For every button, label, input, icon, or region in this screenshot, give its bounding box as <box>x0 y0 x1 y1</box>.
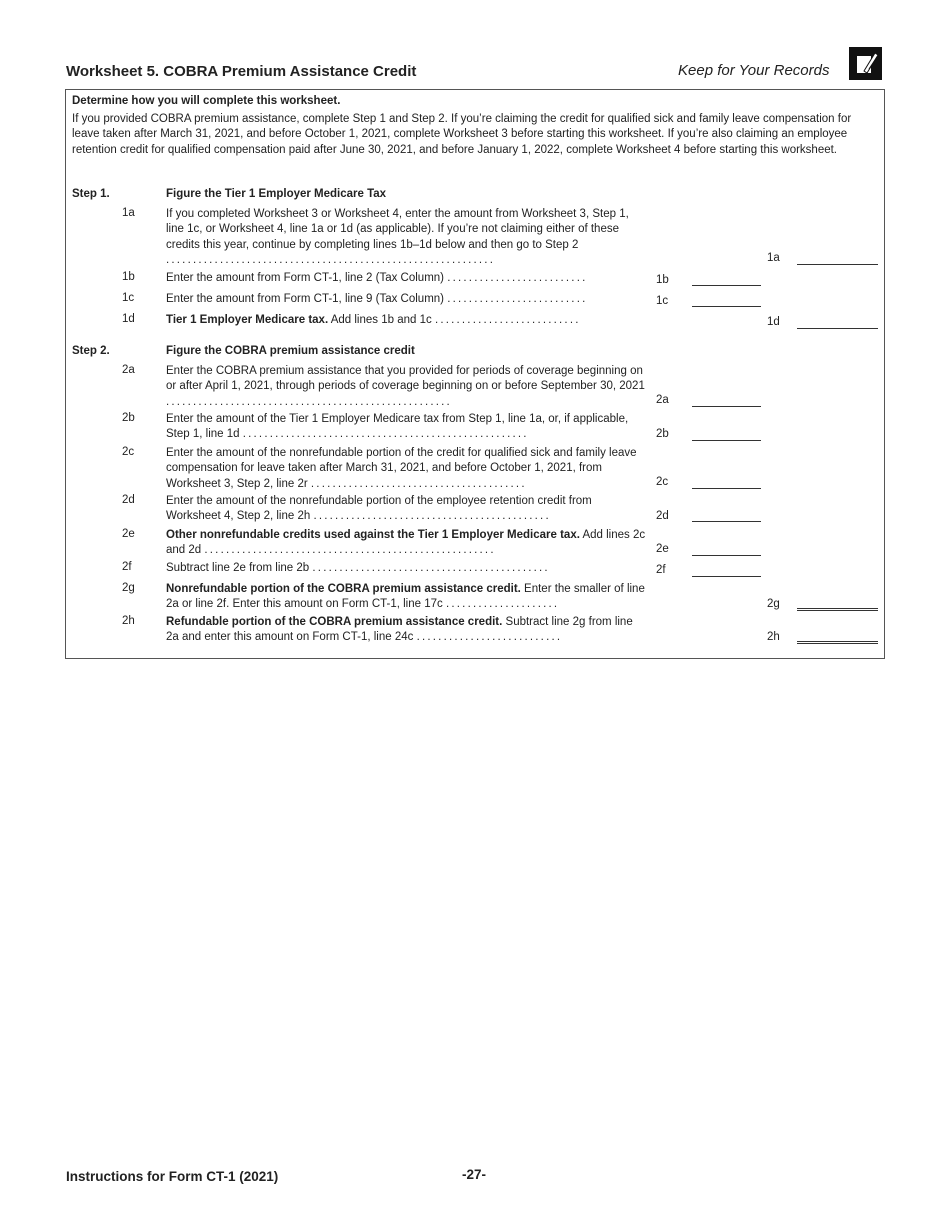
line-2h-bold: Refundable portion of the COBRA premium assistance credit. <box>166 616 503 628</box>
line-2h-text <box>166 615 648 646</box>
line-2e-desc: Add lines 2c and 2d <box>166 529 646 557</box>
line-2a-desc: Enter the COBRA premium assistance that you provided for periods of coverage beginning on or after April 1, 2021, through periods of coverage beginning on or before September 30, 2021 <box>166 365 645 393</box>
leader-dots: ...................................................... <box>204 544 496 557</box>
line-2f-entry[interactable] <box>692 576 761 577</box>
line-1d-entry[interactable] <box>797 328 878 329</box>
line-2b-entry[interactable] <box>692 440 761 441</box>
leader-dots: ........................................ <box>310 477 527 490</box>
line-2c-id: 2c <box>122 446 135 458</box>
line-2a-mid-label: 2a <box>656 394 669 406</box>
line-1c-entry[interactable] <box>692 306 761 307</box>
step2-label: Step 2. <box>72 345 110 357</box>
keep-for-records-label: Keep for Your Records <box>678 62 830 79</box>
line-2c-entry[interactable] <box>692 488 761 489</box>
line-2f-mid-label: 2f <box>656 564 666 576</box>
line-1b-id: 1b <box>122 271 135 283</box>
line-2g-bold: Nonrefundable portion of the COBRA premium assistance credit. <box>166 583 521 595</box>
leader-dots: ............................................ <box>312 562 550 574</box>
leader-dots: ............................................ <box>313 510 551 523</box>
line-1a-text <box>166 207 636 268</box>
line-2e-bold: Other nonrefundable credits used against the Tier 1 Employer Medicare tax. <box>166 529 580 541</box>
line-2b-mid-label: 2b <box>656 428 669 440</box>
footer-form-name: Instructions for Form CT-1 (2021) <box>66 1169 279 1184</box>
line-2a-entry[interactable] <box>692 406 761 407</box>
intro-heading: Determine how you will complete this worksheet. <box>72 95 341 107</box>
line-2f-text <box>166 561 648 576</box>
line-1c-text <box>166 292 648 307</box>
line-1d-bold: Tier 1 Employer Medicare tax. <box>166 314 329 326</box>
line-2d-desc: Enter the amount of the nonrefundable portion of the employee retention credit from Worksheet 4, Step 2, line 2h <box>166 495 592 523</box>
line-1d-text <box>166 313 648 328</box>
line-1a-desc: If you completed Worksheet 3 or Worksheet 4, enter the amount from Worksheet 3, Step 1, line 1c, or Worksheet 4, line 1a or 1d (as applicable). If you’re not claiming either of these credits this year, continue by completing lines 1b–1d below and then go to Step 2 <box>166 208 629 251</box>
line-1b-desc: Enter the amount from Form CT-1, line 2 (Tax Column) <box>166 272 445 284</box>
line-1c-mid-label: 1c <box>656 295 669 307</box>
line-2g-text <box>166 582 648 613</box>
step1-heading: Figure the Tier 1 Employer Medicare Tax <box>166 188 387 200</box>
line-1a-entry[interactable] <box>797 264 878 265</box>
line-2h-desc: Subtract line 2g from line 2a and enter this amount on Form CT-1, line 24c <box>166 616 633 644</box>
step1-label: Step 1. <box>72 188 110 200</box>
leader-dots: ............................................................. <box>166 253 496 266</box>
leader-dots: ..................................................... <box>242 428 529 441</box>
line-2c-mid-label: 2c <box>656 476 669 488</box>
intro-text: If you provided COBRA premium assistance, complete Step 1 and Step 2. If you’re claiming the credit for qualified sick and family leave compensation for leave taken after March 31, 2021, and before October 1, 2021, complete Worksheet 3 before starting this worksheet. If you’re also claiming an employee retention credit for qualified compensation paid after June 30, 2021, and before January 1, 2022, complete Worksheet 4 before starting this worksheet. <box>72 113 852 156</box>
line-2h-right-label: 2h <box>767 631 780 643</box>
line-2d-mid-label: 2d <box>656 510 669 522</box>
step2-heading: Figure the COBRA premium assistance credit <box>166 345 415 357</box>
line-2g-right-label: 2g <box>767 598 780 610</box>
line-1c-desc: Enter the amount from Form CT-1, line 9 (Tax Column) <box>166 293 445 305</box>
line-2e-mid-label: 2e <box>656 543 669 555</box>
leader-dots: .......................... <box>447 272 588 284</box>
leader-dots: ..................... <box>445 598 560 611</box>
line-2h-entry[interactable] <box>797 641 878 644</box>
line-2a-text <box>166 364 648 410</box>
line-2e-text <box>166 528 648 559</box>
line-1b-mid-label: 1b <box>656 274 669 286</box>
line-2f-id: 2f <box>122 561 132 573</box>
line-2c-text <box>166 446 648 492</box>
worksheet-title: Worksheet 5. COBRA Premium Assistance Credit <box>66 63 417 80</box>
line-1c-id: 1c <box>122 292 135 304</box>
line-2h-id: 2h <box>122 615 135 627</box>
leader-dots: ........................... <box>434 314 581 326</box>
line-2g-id: 2g <box>122 582 135 594</box>
line-1d-right-label: 1d <box>767 316 780 328</box>
line-2f-desc: Subtract line 2e from line 2b <box>166 562 310 574</box>
leader-dots: .......................... <box>447 293 588 305</box>
line-2c-desc: Enter the amount of the nonrefundable portion of the credit for qualified sick and family leave compensation for leave taken after March 31, 2021, and before October 1, 2021, from Worksheet 3, Step 2, line 2r <box>166 447 637 490</box>
line-2b-desc: Enter the amount of the Tier 1 Employer Medicare tax from Step 1, line 1a, or, if applicable, Step 1, line 1d <box>166 413 629 441</box>
line-2b-id: 2b <box>122 412 135 424</box>
line-2e-entry[interactable] <box>692 555 761 556</box>
leader-dots: ........................... <box>416 631 563 644</box>
line-2g-desc: Enter the smaller of line 2a or line 2f. Enter this amount on Form CT-1, line 17c <box>166 583 645 611</box>
line-1a-id: 1a <box>122 207 135 219</box>
page-number: -27- <box>462 1167 487 1182</box>
line-2d-id: 2d <box>122 494 135 506</box>
line-1d-desc: Add lines 1b and 1c <box>328 314 432 326</box>
line-1d-id: 1d <box>122 313 135 325</box>
leader-dots: ..................................................... <box>166 395 452 408</box>
line-1a-right-label: 1a <box>767 252 780 264</box>
line-1b-entry[interactable] <box>692 285 761 286</box>
line-2a-id: 2a <box>122 364 135 376</box>
line-2d-entry[interactable] <box>692 521 761 522</box>
line-2b-text <box>166 412 648 443</box>
pen-paper-icon <box>849 47 882 80</box>
line-2d-text <box>166 494 648 525</box>
line-1b-text <box>166 271 648 286</box>
line-2e-id: 2e <box>122 528 135 540</box>
line-2g-entry[interactable] <box>797 608 878 611</box>
